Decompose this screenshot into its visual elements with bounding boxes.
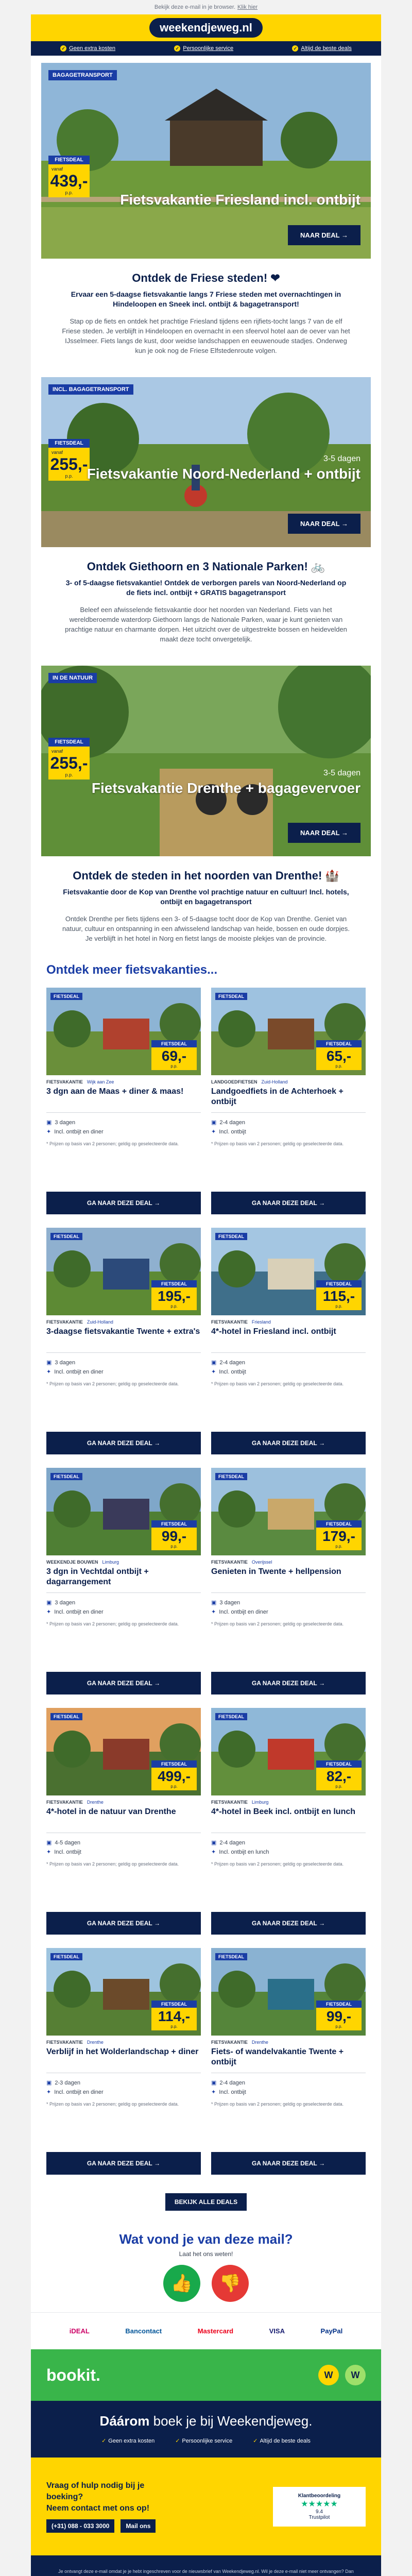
deal-note: * Prijzen op basis van 2 personen; geldig op geselecteerde data.	[211, 1861, 344, 1867]
paypal-logo: PayPal	[320, 2327, 343, 2335]
price: 99,-	[326, 2008, 352, 2024]
payment-methods	[31, 2312, 381, 2349]
check-icon: ✓	[292, 45, 298, 52]
calendar-icon: ▣	[211, 1120, 217, 1126]
section-body: Stap op de fiets en ontdek het prachtige Friesland tijdens een rijfiets-tocht langs 7 van de elf Friese steden. Je verblijft in Hindeloopen en overnacht in een sfeervol hotel aan de oever van het IJsselmeer. Fiets langs de kust, door weidse landschappen en eeuwenoude stadjes. Onderweg kun je ook nog de Friese Elfstedenroute volgen.	[62, 317, 350, 354]
deal-button[interactable]: GA NAAR DEZE DEAL →	[211, 1192, 366, 1214]
feedback-sub: Laat het ons weten!	[179, 2250, 233, 2258]
deal-category: FIETSVAKANTIE	[46, 1319, 83, 1325]
deal-title[interactable]: Fiets- of wandelvakantie Twente + ontbijt	[211, 2047, 344, 2066]
section-lead: Fietsvakantie door de Kop van Drenthe vol prachtige natuur en cultuur! Incl. hotels, ontbijt en bagagetransport	[63, 888, 349, 906]
deal-category: LANDGOEDFIETSEN	[211, 1079, 258, 1084]
divider	[46, 1352, 201, 1353]
deal-feature: ✦ Incl. ontbijt en diner	[46, 1127, 201, 1137]
deal-button[interactable]: NAAR DEAL →	[288, 514, 360, 534]
cutlery-icon: ✦	[46, 1849, 52, 1855]
deal-location: Drenthe	[251, 2040, 268, 2045]
price-badge: FIETSDEAL 499,- p.p.	[151, 1760, 197, 1790]
usp-item: ✓ Altijd de beste deals	[292, 45, 351, 52]
deal-button[interactable]: NAAR DEAL →	[288, 225, 360, 245]
deal-category: WEEKENDJE BOUWEN	[46, 1560, 98, 1565]
why-usp: ✓ Persoonlijke service	[175, 2438, 233, 2444]
deal-feature: ▣ 3 dagen	[211, 1598, 366, 1607]
price-badge: FIETSDEAL 115,- p.p.	[316, 1280, 362, 1310]
feedback-buttons	[31, 2265, 381, 2302]
thumbs-down-icon[interactable]: 👎	[212, 2265, 249, 2302]
deal-note: * Prijzen op basis van 2 personen; geldig op geselecteerde data.	[46, 1621, 179, 1626]
phone-button[interactable]: (+31) 088 - 033 3000	[46, 2519, 114, 2533]
deal-badge: FIETSDEAL	[215, 1473, 247, 1480]
price: 114,-	[158, 2008, 191, 2024]
deal-badge: FIETSDEAL	[50, 1473, 82, 1480]
mastercard-logo: Mastercard	[197, 2327, 234, 2335]
deal-badge: FIETSDEAL	[215, 1713, 247, 1720]
calendar-icon: ▣	[46, 2080, 52, 2086]
deal-location: Limburg	[251, 1800, 269, 1805]
deal-feature: ▣ 2-4 dagen	[211, 1838, 366, 1848]
deal-badge: FIETSDEAL	[50, 993, 82, 1000]
calendar-icon: ▣	[211, 1600, 217, 1606]
deal-image[interactable]	[211, 1708, 366, 1795]
deal-location: Drenthe	[87, 1800, 104, 1805]
deal-meta	[46, 1555, 201, 1567]
deal-note: * Prijzen op basis van 2 personen; geldig op geselecteerde data.	[211, 1621, 344, 1626]
calendar-icon: ▣	[46, 1600, 52, 1606]
deal-meta	[46, 1795, 201, 1807]
deal-location: Overijssel	[251, 1560, 272, 1565]
deal-category: FIETSVAKANTIE	[46, 2040, 83, 2045]
deal-card[interactable]	[46, 1948, 201, 2175]
deal-location: Drenthe	[87, 2040, 104, 2045]
why-section	[31, 2401, 381, 2458]
deal-meta	[46, 1075, 201, 1087]
header	[31, 14, 381, 41]
deal-category: FIETSVAKANTIE	[211, 2040, 248, 2045]
intro-section	[31, 547, 381, 658]
check-icon: ✓	[60, 45, 66, 52]
deal-location: Wijk aan Zee	[87, 1079, 114, 1084]
brand-logos	[318, 2365, 366, 2385]
deal-feature: ▣ 4-5 dagen	[46, 1838, 201, 1848]
check-icon: ✓	[101, 2438, 107, 2444]
price: 69,-	[161, 1048, 187, 1064]
price-badge: FIETSDEAL vanaf 255,- p.p.	[48, 738, 90, 779]
deal-button[interactable]: GA NAAR DEZE DEAL →	[46, 1912, 201, 1935]
deal-title[interactable]: 3 dgn aan de Maas + diner & maas!	[46, 1087, 184, 1096]
why-usp: ✓ Altijd de beste deals	[253, 2438, 311, 2444]
price-badge: FIETSDEAL 179,- p.p.	[316, 1520, 362, 1550]
check-icon: ✓	[175, 2438, 180, 2444]
section-heading: Ontdek Giethoorn en 3 Nationale Parken! 🚲	[87, 560, 325, 573]
deal-image[interactable]	[46, 1228, 201, 1315]
deal-image[interactable]	[211, 988, 366, 1075]
deal-card[interactable]	[46, 988, 201, 1214]
price-badge: FIETSDEAL 82,- p.p.	[316, 1760, 362, 1790]
review-widget[interactable]: Klantbeoordeling ★★★★★ 9.4 Trustpilot	[273, 2487, 366, 2527]
deal-card[interactable]	[46, 1468, 201, 1694]
deal-meta	[211, 1075, 366, 1087]
deal-feature: ✦ Incl. ontbijt en diner	[46, 2088, 201, 2097]
hero-banner[interactable]	[41, 63, 371, 259]
price-badge: FIETSDEAL vanaf 255,- p.p.	[48, 439, 90, 481]
deal-meta	[211, 1315, 366, 1327]
deal-button[interactable]: NAAR DEAL →	[288, 823, 360, 843]
deal-button[interactable]: GA NAAR DEZE DEAL →	[46, 1672, 201, 1694]
hero-days: 3-5 dagen	[323, 454, 360, 463]
deal-feature: ▣ 3 dagen	[46, 1598, 201, 1607]
price: 439,-	[50, 172, 88, 190]
hero-title: Fietsvakantie Drenthe + bagagevervoer	[91, 780, 360, 796]
deal-location: Limburg	[102, 1560, 119, 1565]
contact-section	[31, 2458, 381, 2555]
deal-image[interactable]	[46, 1948, 201, 2036]
cutlery-icon: ✦	[46, 1609, 52, 1615]
price-badge: FIETSDEAL 195,- p.p.	[151, 1280, 197, 1310]
deal-feature: ✦ Incl. ontbijt en diner	[46, 1607, 201, 1617]
deal-title[interactable]: Landgoedfiets in de Achterhoek + ontbijt	[211, 1087, 344, 1106]
deal-badge: FIETSDEAL	[215, 993, 247, 1000]
deal-grid	[31, 982, 381, 2175]
deal-badge: FIETSDEAL	[50, 1713, 82, 1720]
deal-feature: ▣ 2-4 dagen	[211, 1118, 366, 1127]
deal-button[interactable]: GA NAAR DEZE DEAL →	[46, 2152, 201, 2175]
legal-footer: Je ontvangt deze e-mail omdat je je hebt ingeschreven voor de nieuwsbrief van Weekendjeweg.nl. Wil je deze e-mail niet meer ontvangen? Dan	[31, 2555, 381, 2576]
section-lead: 3- of 5-daagse fietsvakantie! Ontdek de verborgen parels van Noord-Nederland op de fiets incl. ontbijt + GRATIS bagagetransport	[65, 579, 347, 597]
deal-meta	[211, 1555, 366, 1567]
calendar-icon: ▣	[46, 1840, 52, 1846]
cutlery-icon: ✦	[46, 1369, 52, 1375]
email-body	[31, 14, 381, 2576]
price: 82,-	[326, 1768, 352, 1784]
feedback-title: Wat vond je van deze mail?	[119, 2231, 293, 2247]
hero-banner[interactable]	[41, 377, 371, 547]
deal-note: * Prijzen op basis van 2 personen; geldig op geselecteerde data.	[46, 1381, 179, 1386]
price: 99,-	[161, 1528, 187, 1544]
deal-meta	[46, 1315, 201, 1327]
calendar-icon: ▣	[211, 1360, 217, 1366]
more-heading: Ontdek meer fietsvakanties...	[46, 963, 218, 977]
section-lead: Ervaar een 5-daagse fietsvakantie langs 7 Friese steden met overnachtingen in Hindeloopen en Sneek incl. ontbijt & bagagetransport!	[71, 290, 341, 308]
cutlery-icon: ✦	[211, 1609, 216, 1615]
mail-button[interactable]: Mail ons	[121, 2519, 156, 2533]
price-badge: FIETSDEAL 69,- p.p.	[151, 1040, 197, 1070]
deal-feature: ✦ Incl. ontbijt	[211, 1127, 366, 1137]
deal-category: FIETSVAKANTIE	[211, 1800, 248, 1805]
deal-badge: FIETSDEAL	[215, 1953, 247, 1960]
deal-note: * Prijzen op basis van 2 personen; geldig op geselecteerde data.	[46, 1861, 179, 1867]
hero-title: Fietsvakantie Noord-Nederland + ontbijt	[87, 466, 360, 482]
deal-note: * Prijzen op basis van 2 personen; geldig op geselecteerde data.	[211, 1141, 344, 1146]
preheader-text: Bekijk deze e-mail in je browser.	[154, 4, 235, 10]
hero-banner[interactable]	[41, 666, 371, 856]
deal-button[interactable]: GA NAAR DEZE DEAL →	[46, 1432, 201, 1454]
bookit-banner	[31, 2349, 381, 2401]
deal-badge: FIETSDEAL	[215, 1233, 247, 1240]
deal-title[interactable]: 4*-hotel in Friesland incl. ontbijt	[211, 1327, 336, 1336]
check-icon: ✓	[174, 45, 180, 52]
cutlery-icon: ✦	[211, 1129, 216, 1135]
check-icon: ✓	[253, 2438, 258, 2444]
usp-item: ✓ Geen extra kosten	[60, 45, 115, 52]
deal-meta	[211, 2036, 366, 2047]
price-badge: FIETSDEAL 99,- p.p.	[151, 1520, 197, 1550]
deal-category: FIETSVAKANTIE	[46, 1079, 83, 1084]
deal-feature: ✦ Incl. ontbijt en lunch	[211, 1848, 366, 1857]
browser-link[interactable]: Klik hier	[237, 4, 258, 10]
hero-tag: BAGAGETRANSPORT	[48, 70, 117, 80]
deal-button[interactable]: GA NAAR DEZE DEAL →	[211, 2152, 366, 2175]
price: 115,-	[322, 1288, 355, 1304]
price: 65,-	[326, 1048, 352, 1064]
deal-card[interactable]	[211, 1468, 366, 1694]
price-badge: FIETSDEAL 114,- p.p.	[151, 2001, 197, 2030]
deal-category: FIETSVAKANTIE	[211, 1560, 248, 1565]
deal-card[interactable]	[211, 1948, 366, 2175]
deal-image[interactable]	[211, 1468, 366, 1555]
price: 255,-	[50, 455, 88, 473]
deal-location: Friesland	[251, 1319, 271, 1325]
deal-feature: ▣ 2-3 dagen	[46, 2078, 201, 2088]
deal-title[interactable]: 3-daagse fietsvakantie Twente + extra's	[46, 1327, 200, 1336]
deal-meta	[46, 2036, 201, 2047]
section-body: Beleef een afwisselende fietsvakantie door het noorden van Nederland. Fiets van het wereldberoemde waterdorp Giethoorn langs de Nationale Parken, waar je kunt genieten van prachtige natuur en charmante dorpen. Het uitzicht over de uitgestrekte bossen en heidevelden maakt deze tocht onvergetelijk.	[65, 606, 347, 643]
deal-feature: ▣ 2-4 dagen	[211, 2078, 366, 2088]
price-badge: FIETSDEAL 99,- p.p.	[316, 2001, 362, 2030]
price-badge: FIETSDEAL vanaf 439,- p.p.	[48, 156, 90, 197]
deal-image[interactable]	[211, 1228, 366, 1315]
deal-button[interactable]: GA NAAR DEZE DEAL →	[211, 1432, 366, 1454]
price: 179,-	[322, 1528, 355, 1544]
deal-note: * Prijzen op basis van 2 personen; geldig op geselecteerde data.	[46, 1141, 179, 1146]
thumbs-up-icon[interactable]: 👍	[163, 2265, 200, 2302]
deal-card[interactable]	[211, 1228, 366, 1454]
star-rating-icon: ★★★★★	[301, 2499, 338, 2509]
deal-feature: ✦ Incl. ontbijt en diner	[211, 1607, 366, 1617]
deal-feature: ▣ 2-4 dagen	[211, 1358, 366, 1367]
deal-title[interactable]: 3 dgn in Vechtdal ontbijt + dagarrangement	[46, 1567, 149, 1586]
deal-location: Zuid-Holland	[87, 1319, 113, 1325]
logo[interactable]: weekendjeweg.nl	[149, 18, 263, 38]
cutlery-icon: ✦	[211, 2089, 216, 2095]
deal-badge: FIETSDEAL	[50, 1953, 82, 1960]
price: 255,-	[50, 754, 88, 772]
intro-section	[31, 856, 381, 958]
all-deals-wrap	[31, 2175, 381, 2226]
deal-button[interactable]: GA NAAR DEZE DEAL →	[211, 1912, 366, 1935]
all-deals-button[interactable]: BEKIJK ALLE DEALS	[165, 2193, 247, 2211]
section-heading: Ontdek de Friese steden! ❤	[132, 272, 280, 284]
contact-text: Vraag of hulp nodig bij je boeking? Neem contact met ons op! (+31) 088 - 033 3000 Mail ons	[46, 2480, 156, 2533]
intro-section	[31, 259, 381, 370]
deal-category: FIETSVAKANTIE	[211, 1319, 248, 1325]
why-title: Dáárom boek je bij Weekendjeweg.	[99, 2413, 313, 2429]
deal-image[interactable]	[46, 1468, 201, 1555]
calendar-icon: ▣	[46, 1360, 52, 1366]
deal-card[interactable]	[46, 1228, 201, 1454]
hero-title: Fietsvakantie Friesland incl. ontbijt	[120, 192, 360, 208]
visa-logo: VISA	[269, 2327, 285, 2335]
divider	[46, 1592, 201, 1593]
deal-feature: ✦ Incl. ontbijt	[46, 1848, 201, 1857]
cutlery-icon: ✦	[211, 1849, 216, 1855]
deal-card[interactable]	[211, 988, 366, 1214]
calendar-icon: ▣	[211, 2080, 217, 2086]
deal-note: * Prijzen op basis van 2 personen; geldig op geselecteerde data.	[211, 2102, 344, 2107]
deal-feature: ▣ 3 dagen	[46, 1358, 201, 1367]
deal-note: * Prijzen op basis van 2 personen; geldig op geselecteerde data.	[211, 1381, 344, 1386]
deal-card[interactable]	[211, 1708, 366, 1935]
deal-location: Zuid-Holland	[261, 1079, 288, 1084]
section-body: Ontdek Drenthe per fiets tijdens een 3- of 5-daagse tocht door de Kop van Drenthe. Geniet van natuur, cultuur en ontspanning in een afwisselend landschap van heide, bossen en oude dorpjes. Je verblijft in het hotel in Norg en fietst langs de mooiste plekjes van de provincie.	[62, 915, 350, 942]
bancontact-logo: Bancontact	[125, 2327, 162, 2335]
deal-button[interactable]: GA NAAR DEZE DEAL →	[211, 1672, 366, 1694]
deal-meta	[211, 1795, 366, 1807]
deal-title[interactable]: 4*-hotel in de natuur van Drenthe	[46, 1807, 176, 1816]
usp-bar	[31, 41, 381, 56]
divider	[211, 1112, 366, 1113]
deal-badge: FIETSDEAL	[50, 1233, 82, 1240]
deal-note: * Prijzen op basis van 2 personen; geldig op geselecteerde data.	[46, 2102, 179, 2107]
deal-card[interactable]	[46, 1708, 201, 1935]
hero-days: 3-5 dagen	[323, 769, 360, 777]
deal-image[interactable]	[46, 1708, 201, 1795]
deal-title[interactable]: Genieten in Twente + hellpension	[211, 1567, 341, 1576]
deal-image[interactable]	[46, 988, 201, 1075]
section-heading: Ontdek de steden in het noorden van Drenthe! 🏰	[73, 869, 339, 882]
deal-title[interactable]: Verblijf in het Wolderlandschap + diner	[46, 2047, 199, 2056]
cutlery-icon: ✦	[46, 1129, 52, 1135]
why-usp: ✓ Geen extra kosten	[101, 2438, 155, 2444]
divider	[211, 1592, 366, 1593]
deal-image[interactable]	[211, 1948, 366, 2036]
price: 499,-	[158, 1768, 191, 1784]
ideal-logo: iDEAL	[69, 2327, 90, 2335]
calendar-icon: ▣	[46, 1120, 52, 1126]
hero-tag: INCL. BAGAGETRANSPORT	[48, 384, 133, 395]
why-usps	[31, 2437, 381, 2458]
brand-logo[interactable]: W	[318, 2365, 339, 2385]
deal-button[interactable]: GA NAAR DEZE DEAL →	[46, 1192, 201, 1214]
hero-tag: IN DE NATUUR	[48, 673, 97, 683]
brand-logo[interactable]: W	[345, 2365, 366, 2385]
deal-feature: ▣ 3 dagen	[46, 1118, 201, 1127]
divider	[211, 1352, 366, 1353]
cutlery-icon: ✦	[211, 1369, 216, 1375]
calendar-icon: ▣	[211, 1840, 217, 1846]
contact-buttons	[46, 2519, 156, 2533]
divider	[46, 1112, 201, 1113]
bookit-logo[interactable]: bookit.	[46, 2365, 100, 2384]
deal-feature: ✦ Incl. ontbijt en diner	[46, 1367, 201, 1377]
usp-item: ✓ Persoonlijke service	[174, 45, 233, 52]
feedback-section	[31, 2226, 381, 2312]
deal-feature: ✦ Incl. ontbijt	[211, 1367, 366, 1377]
price: 195,-	[158, 1288, 191, 1304]
deal-feature: ✦ Incl. ontbijt	[211, 2088, 366, 2097]
cutlery-icon: ✦	[46, 2089, 52, 2095]
deal-title[interactable]: 4*-hotel in Beek incl. ontbijt en lunch	[211, 1807, 356, 1816]
price-badge: FIETSDEAL 65,- p.p.	[316, 1040, 362, 1070]
preheader	[0, 0, 412, 14]
deal-category: FIETSVAKANTIE	[46, 1800, 83, 1805]
